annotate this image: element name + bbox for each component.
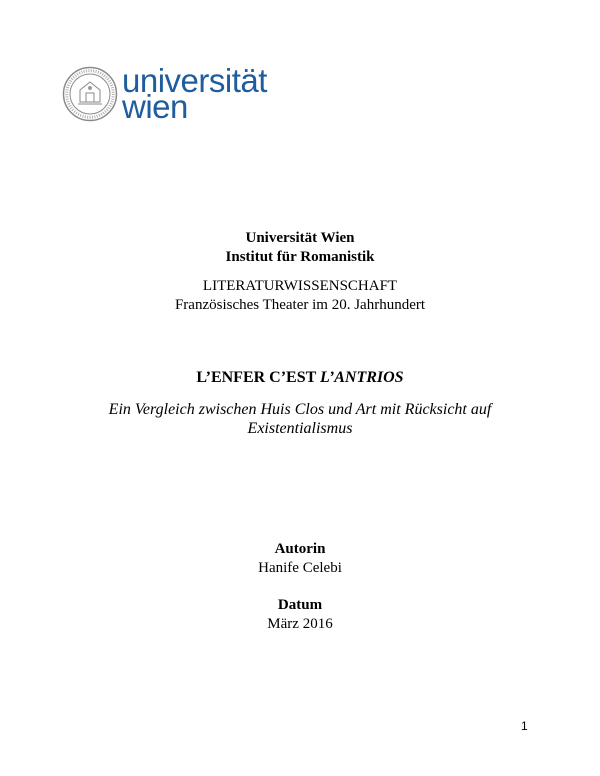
institute-name: Institut für Romanistik <box>225 249 375 265</box>
page-number: 1 <box>521 719 528 733</box>
date-label: Datum <box>277 597 323 613</box>
thesis-title-prefix: L’ENFER C’EST <box>196 369 320 386</box>
subtitle-line-2: Existentialismus <box>247 420 353 437</box>
university-name: Universität Wien <box>245 230 355 246</box>
university-wordmark <box>122 62 267 125</box>
subtitle-line-1: Ein Vergleich zwischen Huis Clos und Art mit Rücksicht auf <box>108 401 492 418</box>
author-name: Hanife Celebi <box>258 560 342 576</box>
thesis-title <box>0 368 600 387</box>
author-label: Autorin <box>274 541 326 557</box>
university-logo <box>62 62 267 125</box>
thesis-title-emphasis: L’ANTRIOS <box>320 369 404 386</box>
wordmark-line-2: wien <box>122 88 188 125</box>
course-name: Französisches Theater im 20. Jahrhundert <box>174 297 426 313</box>
date-value: März 2016 <box>267 616 333 632</box>
course-type: LITERATURWISSENSCHAFT <box>202 278 398 294</box>
university-seal-icon <box>62 66 118 122</box>
wordmark-line-1: universität <box>122 62 267 99</box>
